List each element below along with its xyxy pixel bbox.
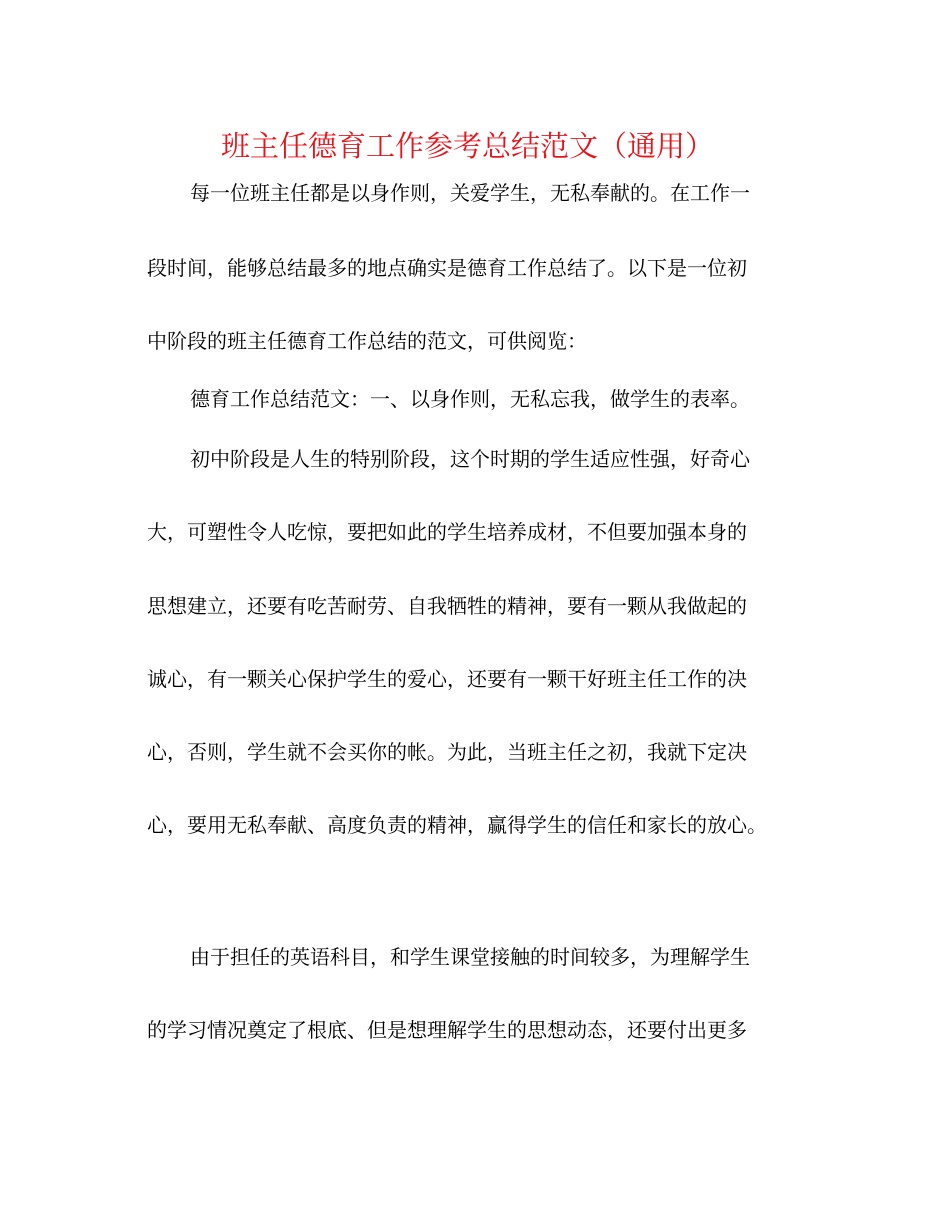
paragraph-line: 大，可塑性令人吃惊，要把如此的学生培养成材，不但要加强本身的 — [147, 520, 747, 544]
paragraph-line: 由于担任的英语科目，和学生课堂接触的时间较多，为理解学生 — [190, 945, 750, 969]
paragraph-line: 心，要用无私奉献、高度负责的精神，赢得学生的信任和家长的放心。 — [147, 813, 767, 837]
paragraph-line: 思想建立，还要有吃苦耐劳、自我牺牲的精神，要有一颗从我做起的 — [147, 594, 747, 618]
paragraph-line: 心，否则，学生就不会买你的帐。为此，当班主任之初，我就下定决 — [147, 740, 747, 764]
paragraph-line: 每一位班主任都是以身作则，关爱学生，无私奉献的。在工作一 — [190, 181, 750, 205]
section-heading-line: 德育工作总结范文：一、以身作则，无私忘我，做学生的表率。 — [190, 387, 750, 411]
paragraph-line: 段时间，能够总结最多的地点确实是德育工作总结了。以下是一位初 — [147, 256, 747, 280]
paragraph-line: 的学习情况奠定了根底、但是想理解学生的思想动态，还要付出更多 — [147, 1018, 747, 1042]
document-title: 班主任德育工作参考总结范文（通用） — [220, 129, 714, 163]
paragraph-line: 中阶段的班主任德育工作总结的范文，可供阅览： — [147, 329, 587, 353]
paragraph-line: 初中阶段是人生的特别阶段，这个时期的学生适应性强，好奇心 — [190, 447, 750, 471]
paragraph-line: 诚心，有一颗关心保护学生的爱心，还要有一颗干好班主任工作的决 — [147, 667, 747, 691]
